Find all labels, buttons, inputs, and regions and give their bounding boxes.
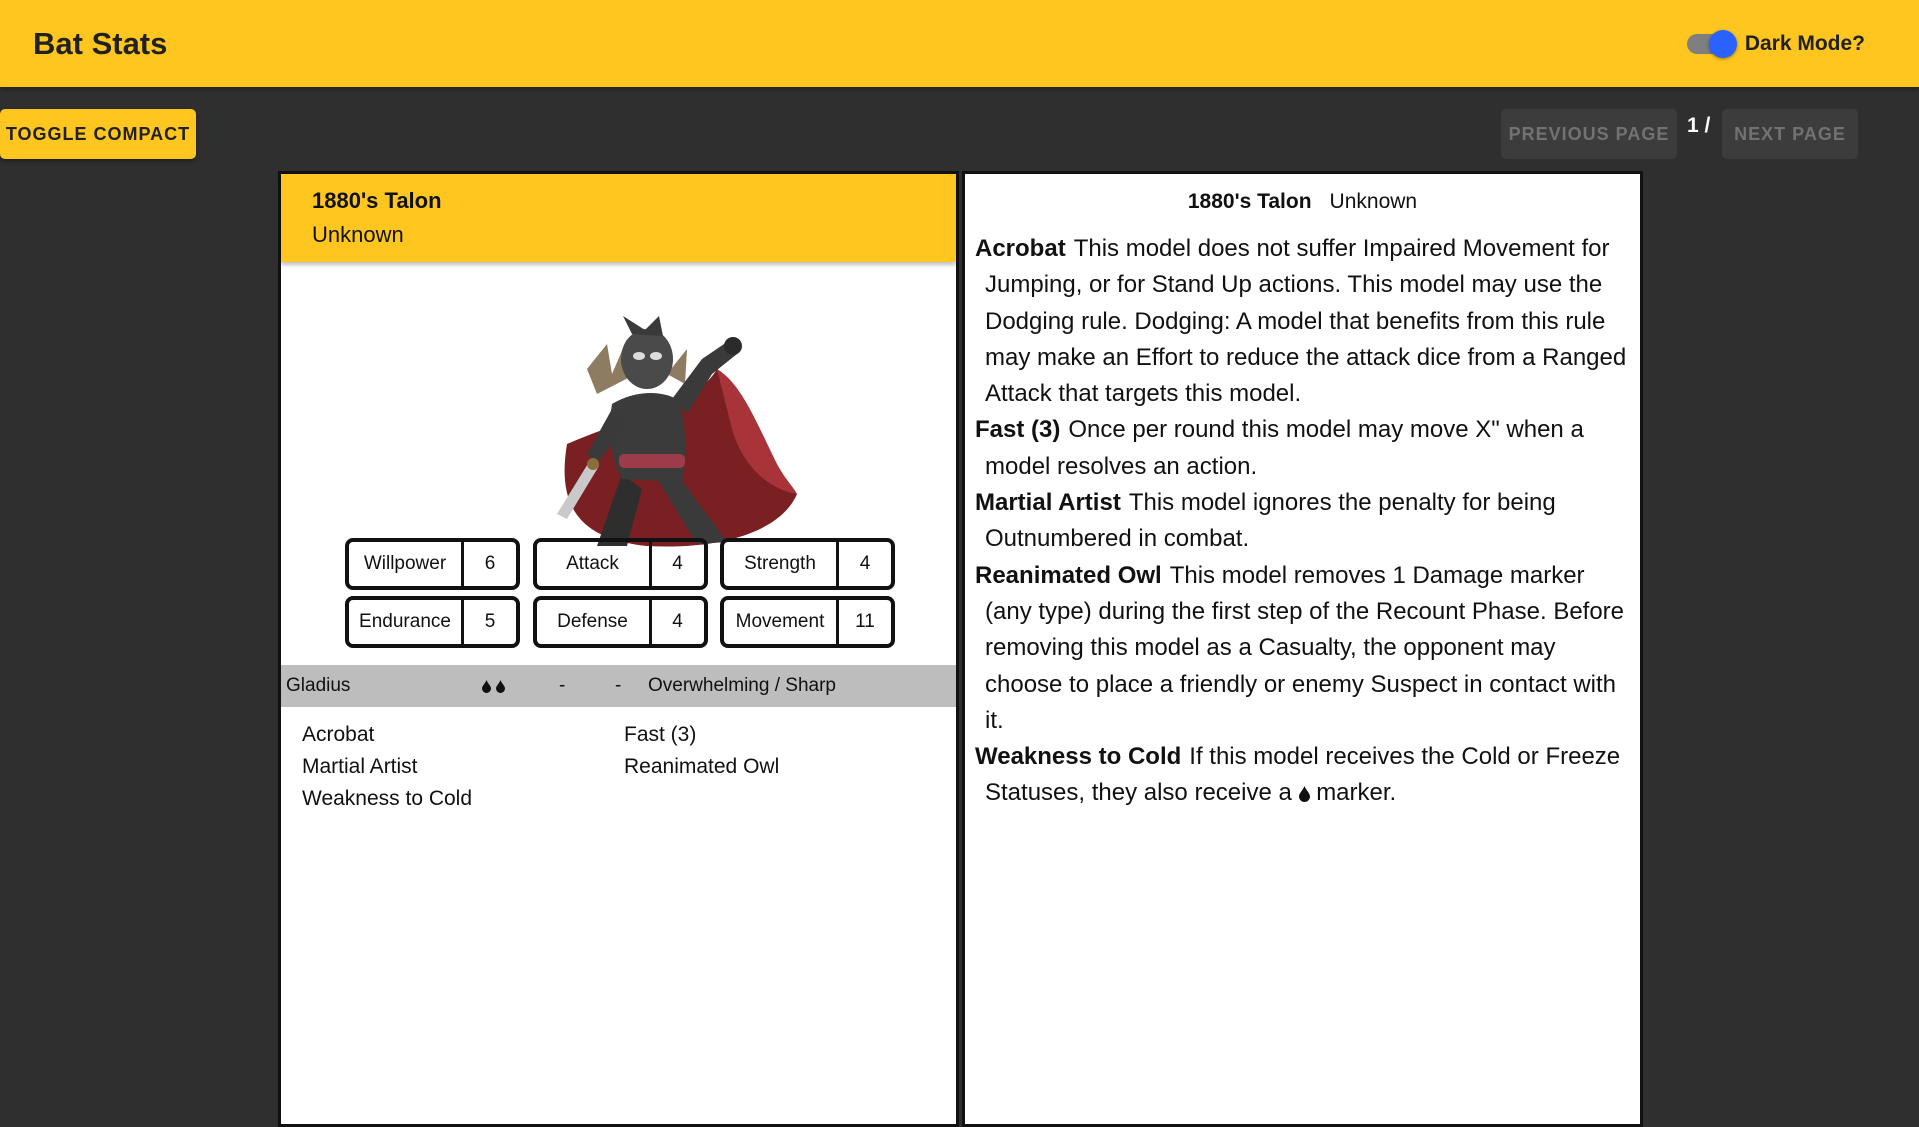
rule-text: This model removes 1 Damage marker (any type) during the first step of the Recount Phase. Before removing this model as a Casualty, the opponent may choose to place a friendly or enemy Suspect in contact with it. bbox=[985, 561, 1625, 734]
rule-martial-artist bbox=[975, 485, 1630, 558]
caped-talon-figure-icon bbox=[527, 314, 827, 549]
stat-value: 5 bbox=[484, 611, 496, 632]
blood-drop-icon bbox=[496, 680, 505, 693]
weapon-name: Gladius bbox=[286, 675, 351, 696]
dark-mode-switch-thumb[interactable] bbox=[1709, 30, 1737, 58]
model-card bbox=[278, 171, 959, 1127]
stat-willpower bbox=[345, 538, 520, 590]
weapon-rof: - bbox=[559, 675, 566, 696]
rule-text: Once per round this model may move X" when a model resolves an action. bbox=[985, 416, 1584, 480]
rule-acrobat bbox=[975, 231, 1630, 412]
rule-name: Reanimated Owl bbox=[975, 561, 1162, 589]
dark-mode-toggle[interactable] bbox=[1687, 28, 1865, 60]
next-page-button[interactable]: NEXT PAGE bbox=[1722, 109, 1858, 159]
rules-model-affiliation: Unknown bbox=[1329, 190, 1418, 213]
rule-name: Fast (3) bbox=[975, 416, 1061, 444]
ability-item: Fast (3) bbox=[624, 723, 697, 746]
rule-text: This model ignores the penalty for being Outnumbered in combat. bbox=[985, 489, 1556, 553]
stat-defense bbox=[533, 596, 708, 648]
model-affiliation: Unknown bbox=[312, 222, 404, 247]
rule-name: Weakness to Cold bbox=[975, 743, 1182, 771]
ability-item: Reanimated Owl bbox=[624, 755, 780, 778]
stat-name: Endurance bbox=[349, 600, 464, 644]
ability-item: Martial Artist bbox=[302, 755, 418, 778]
rule-text-end: marker. bbox=[1316, 779, 1397, 807]
rule-text: This model does not suffer Impaired Movement for Jumping, or for Stand Up actions. This model may use the Dodging rule. Dodging: A model that benefits from this rule may make an Effort to reduce the attack dice from a Ranged Attack that targets this model. bbox=[985, 235, 1627, 408]
app-title: Bat Stats bbox=[33, 26, 168, 61]
stat-name: Attack bbox=[537, 542, 652, 586]
stat-value: 4 bbox=[859, 553, 871, 574]
stat-movement bbox=[720, 596, 895, 648]
stat-name: Movement bbox=[724, 600, 839, 644]
previous-page-button[interactable]: PREVIOUS PAGE bbox=[1501, 109, 1677, 159]
stat-name: Willpower bbox=[349, 542, 464, 586]
rules-model-name: 1880's Talon bbox=[1187, 190, 1312, 213]
rule-weakness-to-cold bbox=[975, 739, 1630, 812]
stat-attack bbox=[533, 538, 708, 590]
stat-endurance bbox=[345, 596, 520, 648]
ability-item: Acrobat bbox=[302, 723, 375, 746]
stat-name: Strength bbox=[724, 542, 839, 586]
stat-block bbox=[345, 538, 895, 654]
page-indicator: 1 / bbox=[1687, 114, 1711, 137]
stat-value: 11 bbox=[855, 611, 875, 632]
rules-card bbox=[962, 171, 1643, 1127]
weapon-ammo: - bbox=[615, 675, 622, 696]
blood-drop-icon bbox=[482, 680, 491, 693]
stat-value: 4 bbox=[672, 611, 683, 632]
stat-value: 6 bbox=[484, 553, 496, 574]
model-name: 1880's Talon bbox=[312, 188, 442, 213]
rule-reanimated-owl bbox=[975, 558, 1630, 739]
rule-fast bbox=[975, 412, 1630, 485]
stat-value: 4 bbox=[672, 553, 683, 574]
weapon-row bbox=[281, 665, 956, 707]
toggle-compact-button[interactable]: TOGGLE COMPACT bbox=[0, 109, 196, 159]
app-bar bbox=[0, 0, 1919, 87]
rule-text: If this model receives the Cold or Freeze Statuses, they also receive a bbox=[985, 743, 1621, 807]
rules-header bbox=[975, 190, 1630, 214]
weapon-damage bbox=[482, 680, 505, 693]
stat-strength bbox=[720, 538, 895, 590]
blood-drop-icon bbox=[1299, 786, 1310, 802]
dark-mode-switch[interactable] bbox=[1687, 34, 1731, 54]
stat-name: Defense bbox=[537, 600, 652, 644]
ability-item: Weakness to Cold bbox=[302, 787, 473, 810]
rule-name: Acrobat bbox=[975, 235, 1066, 262]
weapon-traits: Overwhelming / Sharp bbox=[648, 675, 836, 696]
dark-mode-label: Dark Mode? bbox=[1744, 32, 1865, 55]
ability-list bbox=[302, 723, 942, 811]
card-header bbox=[281, 174, 956, 262]
rule-name: Martial Artist bbox=[975, 489, 1121, 517]
